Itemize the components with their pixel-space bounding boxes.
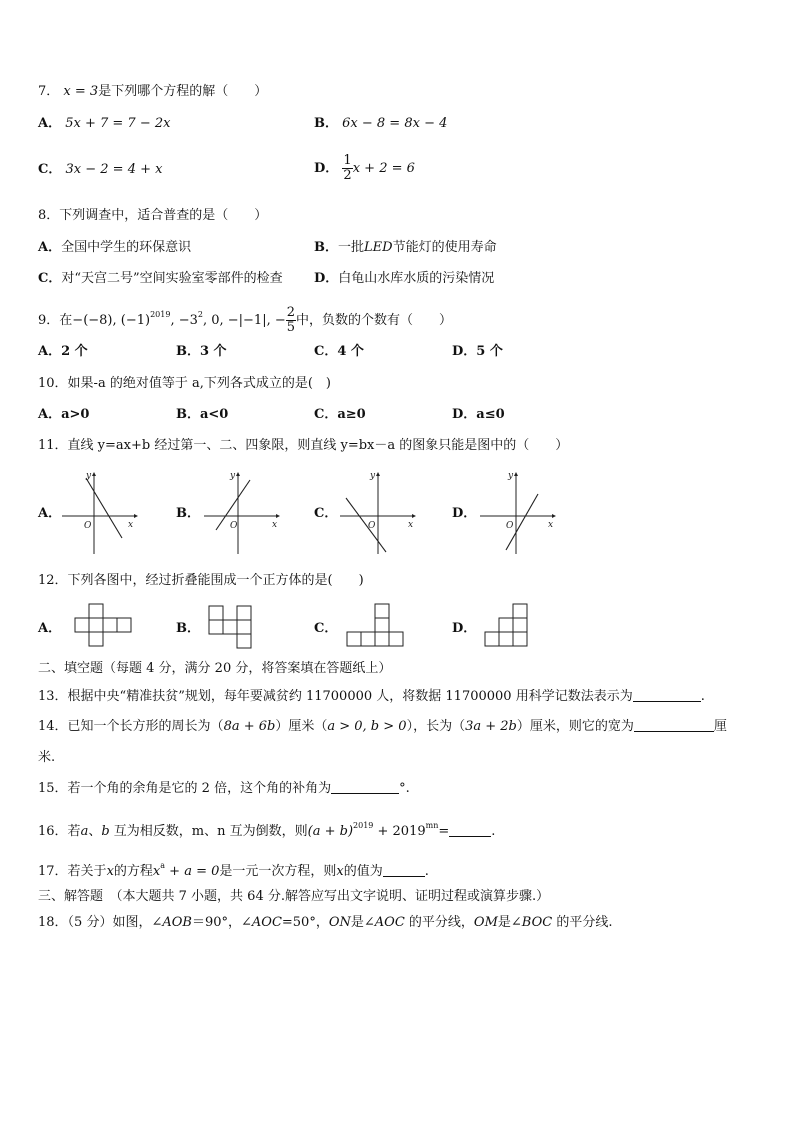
q9-math: −(−8), (−1): [72, 313, 151, 328]
q9-option-a: A．2 个: [38, 344, 88, 359]
q17-math: x: [152, 864, 161, 879]
q13: [38, 689, 705, 705]
q11-number: 11．: [38, 438, 68, 453]
q17-text: 的值为: [343, 864, 383, 879]
q17-number: 17．: [38, 864, 68, 879]
q16-text: 互为相反数，m、n 互为倒数，则: [109, 824, 308, 839]
option-label: D．: [314, 161, 339, 176]
q7-number: 7．: [38, 84, 60, 99]
fraction: [286, 306, 296, 335]
q11-graph-a: [58, 468, 142, 558]
origin-label: O: [368, 521, 376, 531]
q12-option-a-label: A．: [38, 621, 62, 636]
option-text: 一批: [338, 240, 365, 255]
q12-number: 12．: [38, 573, 68, 588]
q12-net-b: [208, 605, 258, 655]
option-equation: 3x − 2 = 4 + x: [65, 162, 163, 177]
option-label: A．: [38, 116, 62, 131]
q7-stem-text: 是下列哪个方程的解（ ）: [98, 84, 268, 99]
q9-exponent: 2019: [150, 310, 171, 319]
q18-text: ＝90°，: [191, 915, 241, 930]
q14-continuation: 米.: [38, 750, 56, 765]
q7-option-b: [314, 116, 447, 132]
q13-number: 13．: [38, 689, 68, 704]
q9-math: , −3: [170, 313, 198, 328]
y-axis-label: y: [86, 471, 92, 481]
q7-option-a: [38, 116, 170, 132]
option-text: 白龟山水库水质的污染情况: [338, 271, 495, 286]
q14-text: ）厘米（: [275, 719, 328, 734]
q8-stem: [38, 208, 267, 224]
q16-exponent: mn: [425, 821, 439, 830]
q16-exponent: 2019: [353, 821, 374, 830]
q7-stem: [38, 84, 267, 100]
q16-math: (a + b): [307, 824, 354, 839]
q18-math: ∠AOC: [363, 915, 405, 930]
origin-label: O: [506, 521, 514, 531]
q10-number: 10．: [38, 376, 68, 391]
q12-net-a: [74, 603, 136, 653]
q15: [38, 781, 410, 797]
q15-text: 若一个角的余角是它的 2 倍，这个角的补角为: [67, 781, 332, 796]
q18-text: 是: [350, 915, 364, 930]
fraction-denominator: 2: [343, 168, 352, 183]
option-label: C．: [38, 271, 62, 286]
y-axis-label: y: [370, 471, 376, 481]
q11-option-a-label: A．: [38, 506, 62, 521]
q17-math: + a = 0: [165, 864, 220, 879]
q17-math: x: [106, 864, 114, 879]
q16-math: b: [101, 824, 110, 839]
q11-option-c-label: C．: [314, 506, 338, 521]
q10-option-b: B．a<0: [176, 407, 229, 422]
option-label: B．: [314, 116, 338, 131]
origin-label: O: [84, 521, 92, 531]
q9-number: 9．: [38, 313, 60, 328]
q11-graph-b: [200, 468, 284, 558]
q16: [38, 818, 495, 840]
q12-net-d: [484, 603, 534, 653]
q10-option-a: A．a>0: [38, 407, 90, 422]
q14-text: ），长为（: [406, 719, 466, 734]
q18-math: ∠BOC: [510, 915, 553, 930]
q13-text: 根据中央“精准扶贫”规划，每年要减贫约 11700000 人，将数据 11700000 用科学记数法表示为: [67, 689, 633, 704]
q11-graph-c: [336, 468, 420, 558]
q18-math: ∠AOB: [151, 915, 192, 930]
q11-option-b-label: B．: [176, 506, 200, 521]
section-2-heading: 二、填空题（每题 4 分，满分 20 分，将答案填在答题纸上）: [38, 661, 392, 676]
q16-text: 若: [67, 824, 81, 839]
q8-option-c: [38, 271, 283, 287]
q8-option-a: [38, 240, 191, 256]
y-axis-label: y: [230, 471, 236, 481]
q12-option-c-label: C．: [314, 621, 338, 636]
q14: [38, 719, 727, 735]
option-equation: 5x + 7 = 7 − 2x: [65, 116, 171, 131]
option-label: D．: [314, 271, 339, 286]
q17-text: 若关于: [67, 864, 107, 879]
fraction-numerator: 2: [286, 305, 296, 320]
q14-text: 已知一个长方形的周长为（: [67, 719, 224, 734]
answer-blank[interactable]: [449, 824, 491, 837]
option-label: B．: [314, 240, 338, 255]
q8-option-b: [314, 240, 497, 256]
q9-text: 中，负数的个数有（ ）: [296, 313, 453, 328]
q12-net-c: [346, 603, 408, 653]
q9-text: 在: [59, 313, 73, 328]
answer-blank[interactable]: [633, 689, 701, 702]
q14-math: a > 0, b > 0: [327, 719, 407, 734]
q9-math: , 0, −|−1|, −: [202, 313, 286, 328]
q10-option-c: C．a≥0: [314, 407, 366, 422]
fraction-denominator: 5: [286, 320, 296, 335]
q18-text: 的平分线.: [552, 915, 613, 930]
answer-blank[interactable]: [383, 864, 425, 877]
x-axis-label: x: [548, 520, 554, 530]
q18-text: （5 分）如图，: [67, 915, 152, 930]
q15-number: 15．: [38, 781, 68, 796]
q15-end: °.: [399, 781, 410, 796]
x-axis-label: x: [408, 520, 414, 530]
option-label: A．: [38, 240, 62, 255]
q16-math: + 2019: [373, 824, 426, 839]
q17-exponent: a: [160, 861, 166, 870]
q12-option-d-label: D．: [452, 621, 477, 636]
q14-math: 8a + 6b: [223, 719, 276, 734]
q10-stem-text: 如果-a 的绝对值等于 a,下列各式成立的是( ): [67, 376, 331, 391]
x-axis-label: x: [128, 520, 134, 530]
q17-text: 是一元一次方程，则: [219, 864, 337, 879]
q18-math: OM: [473, 915, 498, 930]
q7-option-c: [38, 162, 162, 178]
option-text: 节能灯的使用寿命: [392, 240, 497, 255]
q8-option-d: [314, 271, 494, 287]
fraction: [342, 154, 352, 183]
q14-math: 3a + 2b: [465, 719, 517, 734]
q9-exponent: 2: [197, 310, 203, 319]
q18-math: ∠AOC: [241, 915, 282, 930]
q10-option-d: D．a≤0: [452, 407, 505, 422]
answer-blank[interactable]: [634, 719, 714, 732]
q16-text: =: [438, 824, 450, 839]
q14-text: 厘: [713, 719, 727, 734]
q16-math: a: [80, 824, 89, 839]
q7-option-d: [314, 150, 415, 188]
q9-option-c: C．4 个: [314, 344, 364, 359]
option-text: 全国中学生的环保意识: [61, 240, 192, 255]
origin-label: O: [230, 521, 238, 531]
option-math: LED: [364, 240, 393, 255]
q17-text: 的方程: [113, 864, 153, 879]
q18-number: 18．: [38, 915, 68, 930]
q14-text: ）厘米，则它的宽为: [516, 719, 634, 734]
q17-end: .: [424, 864, 429, 879]
answer-blank[interactable]: [331, 781, 399, 794]
q7-stem-equation: x = 3: [63, 84, 99, 99]
q9-option-b: B．3 个: [176, 344, 227, 359]
q11-stem-text: 直线 y=ax+b 经过第一、二、四象限，则直线 y=bx－a 的图象只能是图中的（ ）: [67, 438, 569, 453]
q13-end: .: [700, 689, 705, 704]
q16-number: 16．: [38, 824, 68, 839]
q18-math: ON: [328, 915, 351, 930]
x-axis-label: x: [272, 520, 278, 530]
q12-stem-text: 下列各图中，经过折叠能围成一个正方体的是( ): [67, 573, 364, 588]
q10-stem: [38, 376, 331, 392]
q12-stem: [38, 573, 364, 589]
q8-stem-text: 下列调查中，适合普查的是（ ）: [59, 208, 268, 223]
option-text: 对“天宫二号”空间实验室零部件的检查: [61, 271, 283, 286]
y-axis-label: y: [508, 471, 514, 481]
q17-math: x: [336, 864, 344, 879]
section-3-heading: 三、解答题 （本大题共 7 小题，共 64 分.解答应写出文字说明、证明过程或演算步骤.）: [38, 889, 550, 904]
q11-option-d-label: D．: [452, 506, 477, 521]
q9-option-d: D．5 个: [452, 344, 503, 359]
fraction-numerator: 1: [343, 153, 352, 168]
q16-end: .: [491, 824, 496, 839]
q12-option-b-label: B．: [176, 621, 200, 636]
option-equation: x + 2 = 6: [352, 161, 415, 176]
q16-text: 、: [88, 824, 102, 839]
q14-number: 14．: [38, 719, 68, 734]
q8-number: 8．: [38, 208, 60, 223]
option-label: C．: [38, 162, 62, 177]
q18-text: 是: [497, 915, 511, 930]
option-equation: 6x − 8 = 8x − 4: [342, 116, 448, 131]
q18-text: =50°，: [281, 915, 329, 930]
q17: [38, 858, 429, 880]
q18: [38, 915, 612, 931]
q9-stem: [38, 296, 452, 340]
q18-text: 的平分线，: [404, 915, 474, 930]
q11-stem: [38, 438, 568, 454]
q11-graph-d: [476, 468, 560, 558]
